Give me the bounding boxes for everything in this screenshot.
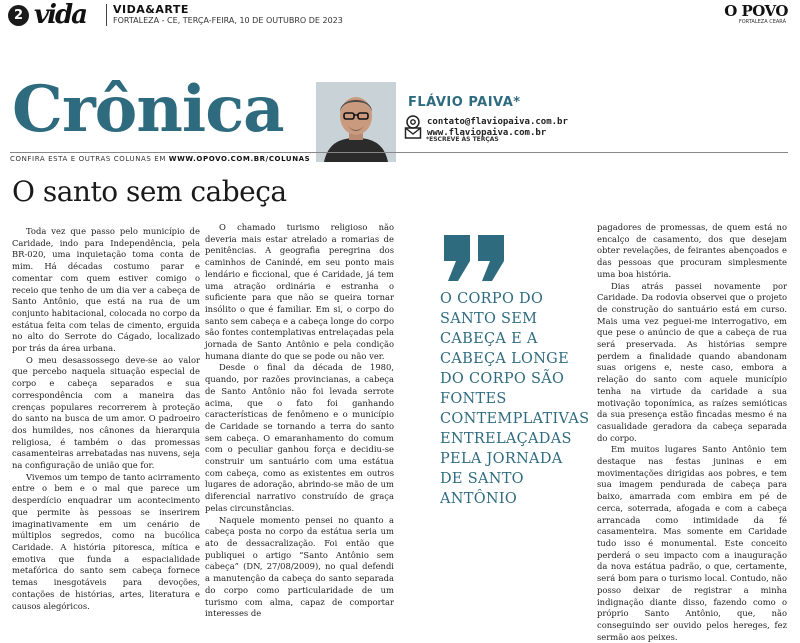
paragraph: O chamado turismo religioso não deveria mais estar atrelado a romarias de penitências. A geografia peregrina dos caminhos de Canindé, em seu ponto mais lendário e ficcional, que é Caridade, já tem uma atração ordinária e estranha o suficiente para que não se queira tornar insólito o que é familiar. Em si, o corpo do santo sem cabeça e a cabeça longe do corpo são fontes contemplativas entrelaçadas pela jornada de Santo Antônio e pela condição humana diante do que se pode ou não ver. — [205, 222, 394, 361]
author-website[interactable]: www.flaviopaiva.com.br — [427, 128, 547, 138]
article-headline: O santo sem cabeça — [12, 175, 287, 208]
article-column-1 — [12, 226, 200, 612]
paragraph: Toda vez que passo pelo município de Caridade, indo para Independência, pela BR-020, uma inquietação toma conta de mim. Há décadas costumo parar e comentar com quem estiver comigo o receio que tenho de um dia ver a cabeça de Santo Antônio, que está na rua de um conjunto habitacional, colocada no corpo da estátua feita com telas de cimento, erguida no alto do Serrote do Cágado, localizado por trás da área urbana. — [12, 226, 200, 354]
column-title: Crônica — [12, 72, 284, 147]
paragraph: Vivemos um tempo de tanto acirramento entre o bem e o mal que parece um desperdício enquadrar um acontecimento que permite às pessoas se inserirem imaginativamente em um cenário de múltiplos segredos, como na bucólica Caridade. A história pitoresca, mítica e emotiva que funda a espacialidade metafórica do santo sem cabeça fornece temas inesgotáveis para devoções, contações de histórias, artes, literatura e causos alegóricos. — [12, 471, 200, 611]
paragraph: pagadores de promessas, de quem está no encalço de casamento, dos que desejam obter revelações, de feirantes abençoados e das pessoas que procuram simplesmente uma boa história. — [597, 222, 787, 279]
paragraph: Naquele momento pensei no quanto a cabeça posta no corpo da estátua seria um ato de dessacralização. Foi então que publiquei o artigo “Santo Antônio sem cabeça” (DN, 27/08/2009), no qual defendi a manutenção da cabeça do santo separada do corpo como particularidade de um turismo com alma, capaz de comportar interesses de — [205, 514, 394, 619]
quote-marks-icon — [444, 235, 508, 287]
author-photo — [316, 82, 396, 162]
columns-promo — [10, 155, 310, 163]
author-portrait-icon — [316, 82, 396, 162]
paragraph: Em muitos lugares Santo Antônio tem destaque nas festas juninas e em movimentações dirigidas aos pobres, e tem sua imagem pendurada de cabeça para baixo, amarrada com embira em pé de cerca, soterrada, afogada e com a cabeça arrancada como intimidade da fé casamenteira. Mas somente em Caridade tudo isso é monumental. Este conceito perderá o seu impacto com a inauguração da nova estátua padrão, o que, certamente, será bom para o turismo local. Contudo, não posso deixar de registrar a minha indignação diante disso, fazendo como o próprio Santo Antônio, que, não conseguindo ser ouvido pelos hereges, fez sermão aos peixes. — [597, 444, 787, 642]
brand-logo: vida — [34, 0, 87, 30]
section-title: VIDA&ARTE — [113, 3, 189, 16]
top-bar — [0, 0, 800, 30]
author-name: FLÁVIO PAIVA* — [408, 95, 521, 110]
pull-quote: O CORPO DO SANTO SEM CABEÇA E A CABEÇA LONGE DO CORPO SÃO FONTES CONTEMPLATIVAS ENTRELAÇADAS PELA JORNADA DE SANTO ANTÔNIO — [440, 291, 590, 507]
author-email[interactable]: contato@flaviopaiva.com.br — [427, 117, 568, 127]
columns-promo-link[interactable]: WWW.OPOVO.COM.BR/COLUNAS — [168, 155, 311, 163]
columns-promo-text: CONFIRA ESTA E OUTRAS COLUNAS EM — [10, 155, 169, 163]
header-divider — [106, 4, 107, 26]
envelope-icon — [404, 126, 422, 140]
paragraph: Dias atrás passei novamente por Caridade. Da rodovia observei que o projeto de construção do santuário está em curso. Mais uma vez peguei-me interrogativo, em que pese o anúncio de que a cabeça de rua será preservada. As histórias sempre perdem a finalidade quando abandonam suas origens e, neste caso, embora a relação do santo com aquele município tenha na virtude da caridade a sua motivação toponímica, as raízes semióticas da sua presença estão fincadas mesmo é na casualidade geradora da cabeça separada do corpo. — [597, 280, 787, 443]
newspaper-logo: O POVO — [724, 2, 788, 20]
newspaper-logo-sub: FORTALEZA CEARÁ — [738, 19, 786, 25]
dateline: FORTALEZA - CE, TERÇA-FEIRA, 10 DE OUTUBRO DE 2023 — [113, 16, 343, 25]
masthead-rule — [10, 152, 788, 153]
paragraph: Desde o final da década de 1980, quando, por razões provincianas, a cabeça de Santo Antônio não foi levada serrote acima, que o fato foi ganhando características de fenômeno e o município de Caridade se tornando a terra do santo sem cabeça. O emaranhamento do comum com o peculiar ganhou força e decidiu-se construir um santuário com uma estátua com cabeça, como as existentes em outros lugares de adoração, abrindo-se mão de um diferencial narrativo construído de graça pelas circunstâncias. — [205, 362, 394, 513]
schedule-note: *ESCREVE ÀS TERÇAS — [426, 136, 499, 143]
page-number: 2 — [8, 5, 29, 26]
paragraph: O meu desassossego deve-se ao valor que percebo naquela situação especial de corpo e cabeça separados e sua correspondência com a maneira das crenças populares recorrerem à proteção do santo na busca de um amor. O padroeiro dos humildes, nos cânones da hierarquia religiosa, é também o das promessas casamenteiras arrebatadas nas nuvens, seja na configuração de união que for. — [12, 354, 200, 471]
article-column-2 — [205, 222, 394, 620]
article-column-3 — [597, 222, 787, 643]
